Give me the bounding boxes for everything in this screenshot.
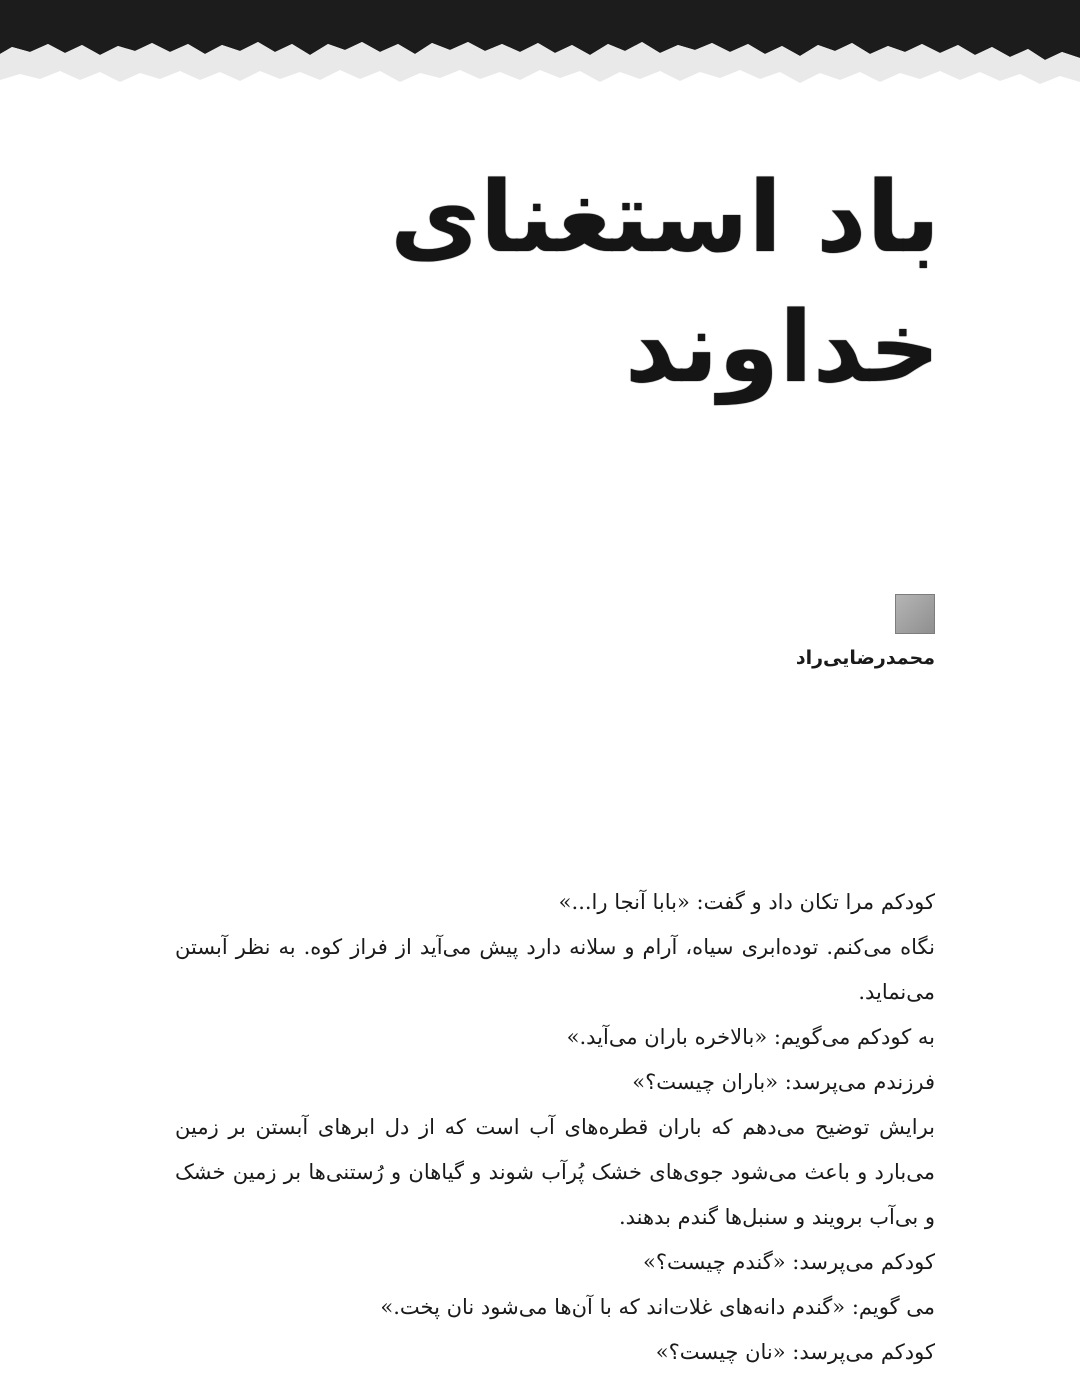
title-line-1: باد استغنای — [390, 161, 940, 275]
paragraph-7: می گویم: «گندم دانه‌های غلات‌اند که با آن‌ها می‌شود نان پخت.» — [380, 1295, 935, 1319]
paragraph-1: کودکم مرا تکان داد و گفت: «بابا آنجا را...» — [558, 890, 935, 914]
author-name: محمدرضایی‌راد — [795, 647, 935, 669]
paragraph-5: برایش توضیح می‌دهم که باران قطره‌های آب است که از دل ابرهای آبستن بر زمین می‌بارد و باعث می‌شود جوی‌های خشک پُرآب شوند و گیاهان و رُستنی‌ها بر زمین خشک و بی‌آب برویند و سنبل‌ها گندم بدهند. — [175, 1115, 935, 1229]
paragraph-4: فرزندم می‌پرسد: «باران چیست؟» — [632, 1070, 935, 1094]
article-title — [180, 160, 940, 407]
paragraph-2: نگاه می‌کنم. توده‌ابری سیاه، آرام و سلانه دارد پیش می‌آید از فراز کوه. به نظر آبستن می‌نماید. — [175, 935, 935, 1004]
paragraph-8: کودکم می‌پرسد: «نان چیست؟» — [655, 1340, 935, 1364]
torn-paper-edge — [0, 0, 1080, 110]
paragraph-6: کودکم می‌پرسد: «گندم چیست؟» — [643, 1250, 935, 1274]
article-body — [175, 880, 935, 1375]
author-marker-square — [895, 594, 935, 634]
paragraph-3: به کودکم می‌گویم: «بالاخره باران می‌آید.» — [566, 1025, 935, 1049]
title-line-2: خداوند — [624, 290, 940, 405]
